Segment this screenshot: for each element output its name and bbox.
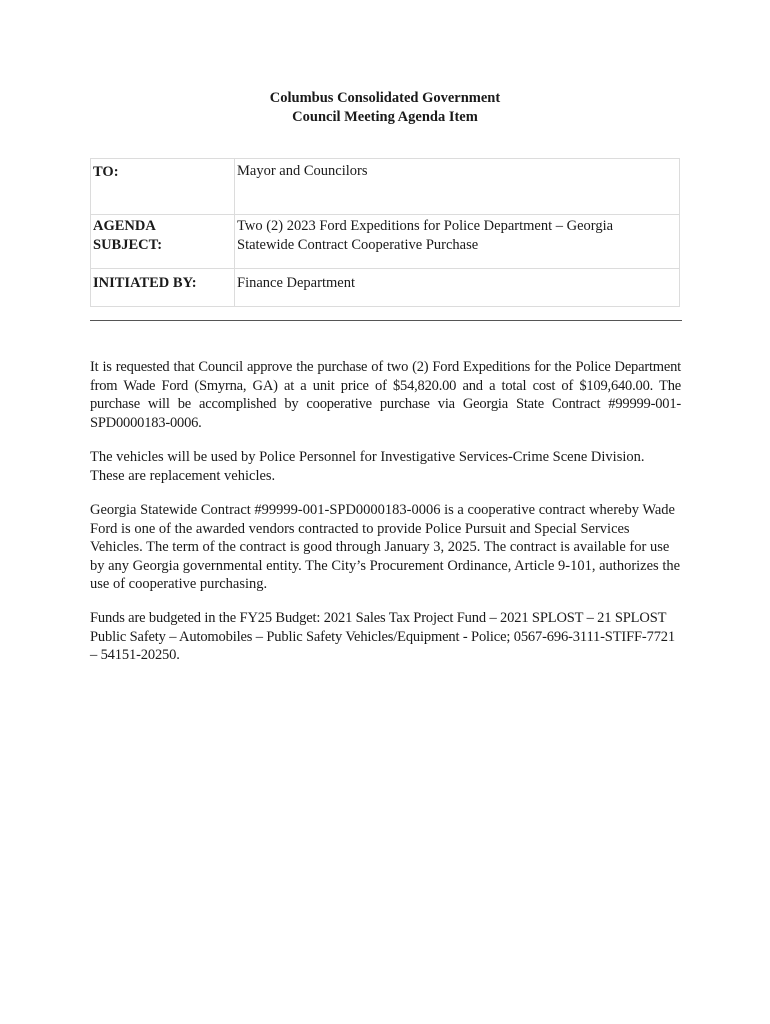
section-divider	[90, 320, 682, 321]
body-paragraph-request	[90, 358, 681, 432]
organization-title: Columbus Consolidated Government	[269, 90, 501, 106]
subject-value-line1: Two (2) 2023 Ford Expeditions for Police Department – Georgia	[237, 218, 614, 234]
initiated-label: INITIATED BY:	[91, 269, 235, 307]
agenda-info-table	[90, 158, 680, 307]
initiated-value: Finance Department	[235, 269, 680, 307]
body-paragraph-usage	[90, 448, 681, 485]
subject-value	[235, 215, 680, 269]
body-paragraph-funding	[90, 609, 681, 665]
body-paragraph-contract	[90, 501, 681, 594]
subject-row	[91, 215, 680, 269]
to-value: Mayor and Councilors	[235, 159, 680, 215]
paragraph-4-text: Funds are budgeted in the FY25 Budget: 2021 Sales Tax Project Fund – 2021 SPLOST – 21 SPLOST Public Safety – Automobiles – Public Safety Vehicles/Equipment - Police; 0567-696-3111-STIFF-7721 – 54151-20250.	[90, 610, 675, 663]
subject-label	[91, 215, 235, 269]
paragraph-2-text: The vehicles will be used by Police Personnel for Investigative Services-Crime Scene Division. These are replacement vehicles.	[90, 449, 645, 484]
document-header	[0, 89, 770, 127]
initiated-row	[91, 269, 680, 307]
to-label: TO:	[91, 159, 235, 215]
paragraph-3-text: Georgia Statewide Contract #99999-001-SPD0000183-0006 is a cooperative contract whereby Wade Ford is one of the awarded vendors contracted to provide Police Pursuit and Special Services Vehicles. The term of the contract is good through January 3, 2025. The contract is available for use by any Georgia governmental entity. The City’s Procurement Ordinance, Article 9-101, authorizes the use of cooperative purchasing.	[90, 502, 681, 592]
to-row	[91, 159, 680, 215]
subject-label-line1: AGENDA	[93, 218, 156, 234]
subject-label-line2: SUBJECT:	[93, 237, 163, 253]
subject-value-line2: Statewide Contract Cooperative Purchase	[237, 237, 479, 253]
paragraph-1-text: It is requested that Council approve the purchase of two (2) Ford Expeditions for the Police Department from Wade Ford (Smyrna, GA) at a unit price of $54,820.00 and a total cost of $109,640.00. The purchase will be accomplished by cooperative purchase via Georgia State Contract #99999-001-SPD0000183-0006.	[90, 359, 681, 431]
document-title: Council Meeting Agenda Item	[292, 109, 478, 125]
